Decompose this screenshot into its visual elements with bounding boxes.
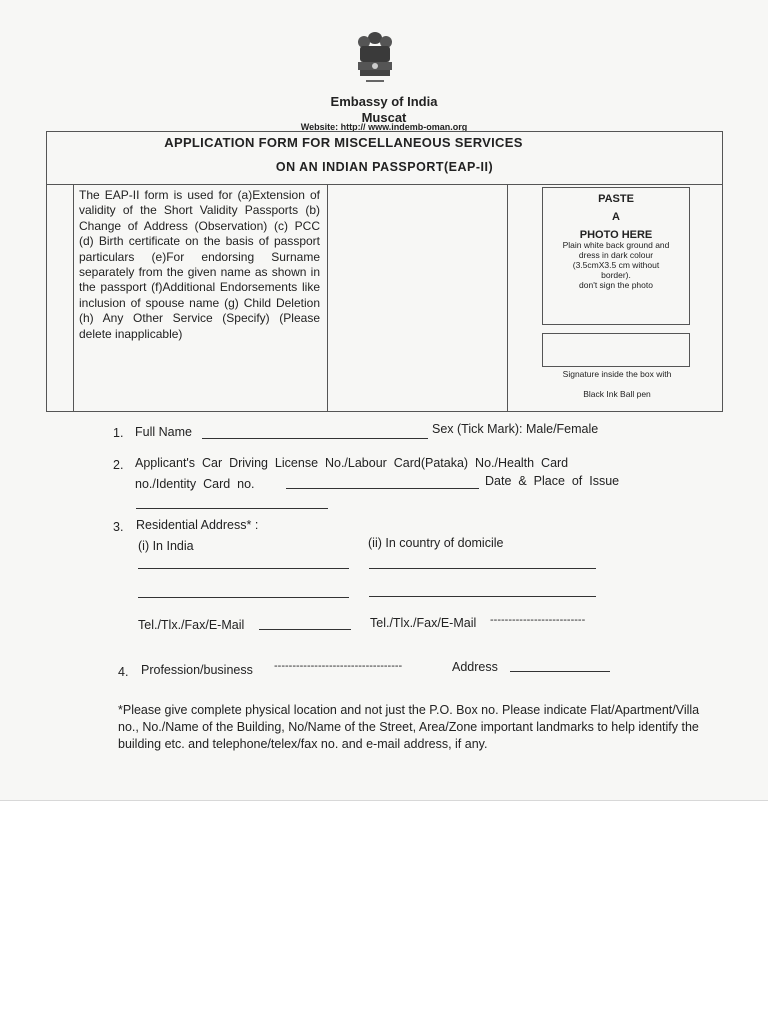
profession-dashes[interactable]: ----------------------------------- bbox=[274, 660, 403, 672]
license-card-label: Applicant's Car Driving License No./Labour Card(Pataka) No./Health Card bbox=[135, 456, 569, 470]
photo-instruction: Plain white back ground and bbox=[562, 240, 670, 250]
question-number: 4. bbox=[118, 665, 129, 679]
photo-instruction: dress in dark colour bbox=[578, 250, 654, 260]
footnote: *Please give complete physical location and not just the P.O. Box no. Please indicate Flat/Apartment/Villa no., No./Name of the Building, No/Name of the Street, Area/Zone important landmarks to help identify the building etc. and telephone/telex/fax no. and e-mail address, if any. bbox=[118, 703, 700, 751]
profession-address-label: Address bbox=[452, 660, 498, 674]
address-domicile-label: (ii) In country of domicile bbox=[368, 536, 504, 550]
embassy-city: Muscat bbox=[361, 110, 407, 125]
telephone-label: Tel./Tlx./Fax/E-Mail bbox=[138, 618, 245, 632]
website-label: Website: http:// bbox=[300, 122, 366, 132]
signature-box[interactable] bbox=[542, 333, 690, 367]
column-divider bbox=[73, 185, 74, 412]
sex-label: Sex (Tick Mark): Male/Female bbox=[432, 422, 599, 436]
signature-note: Black Ink Ball pen bbox=[583, 389, 651, 399]
question-number: 3. bbox=[113, 520, 124, 534]
full-name-field[interactable] bbox=[202, 438, 428, 439]
address-domicile-field[interactable] bbox=[369, 596, 596, 597]
address-india-field[interactable] bbox=[138, 597, 349, 598]
question-number: 2. bbox=[113, 458, 124, 472]
column-divider bbox=[507, 185, 508, 412]
form-title-line2: ON AN INDIAN PASSPORT(EAP-II) bbox=[275, 160, 494, 174]
form-title-line1: APPLICATION FORM FOR MISCELLANEOUS SERVICES bbox=[164, 135, 523, 150]
telephone-dashes[interactable]: -------------------------- bbox=[490, 614, 586, 626]
address-india-label: (i) In India bbox=[138, 539, 194, 553]
photo-instruction: don't sign the photo bbox=[579, 280, 653, 290]
residential-address-label: Residential Address* : bbox=[136, 518, 259, 532]
date-place-issue-field[interactable] bbox=[136, 508, 328, 509]
photo-paste-label: PASTE bbox=[598, 193, 634, 205]
photo-instruction: (3.5cmX3.5 cm without bbox=[572, 260, 660, 270]
photo-a-label: A bbox=[612, 211, 620, 223]
profession-address-field[interactable] bbox=[510, 671, 610, 672]
identity-card-label: no./Identity Card no. bbox=[135, 477, 255, 491]
photo-instruction: border). bbox=[601, 270, 631, 280]
signature-note: Signature inside the box with bbox=[562, 369, 672, 379]
date-place-issue-label: Date & Place of Issue bbox=[485, 474, 620, 488]
website-link[interactable]: www.indemb-oman.org bbox=[368, 122, 468, 132]
telephone-field[interactable] bbox=[259, 629, 351, 630]
identity-card-field[interactable] bbox=[286, 488, 479, 489]
embassy-title: Embassy of India bbox=[330, 94, 438, 109]
emblem-of-india-icon bbox=[350, 28, 400, 90]
photo-box bbox=[542, 187, 690, 325]
address-india-field[interactable] bbox=[138, 568, 349, 569]
form-usage-description: The EAP-II form is used for (a)Extension of validity of the Short Validity Passports (b) Change of Address (Observation) (c) PCC (d) Birth certificate on the basis of passport particulars (e)For endorsing Surname separately from the given name as shown in the passport (f)Additional Endorsements like inclusion of spouse name (g) Child Deletion (h) Any Other Service (Specify) (Please delete inapplicable) bbox=[79, 188, 320, 341]
full-name-label: Full Name bbox=[135, 425, 192, 439]
profession-label: Profession/business bbox=[141, 663, 253, 677]
telephone-label: Tel./Tlx./Fax/E-Mail bbox=[370, 616, 477, 630]
column-divider bbox=[327, 185, 328, 412]
address-domicile-field[interactable] bbox=[369, 568, 596, 569]
photo-here-label: PHOTO HERE bbox=[579, 229, 653, 241]
question-number: 1. bbox=[113, 426, 124, 440]
